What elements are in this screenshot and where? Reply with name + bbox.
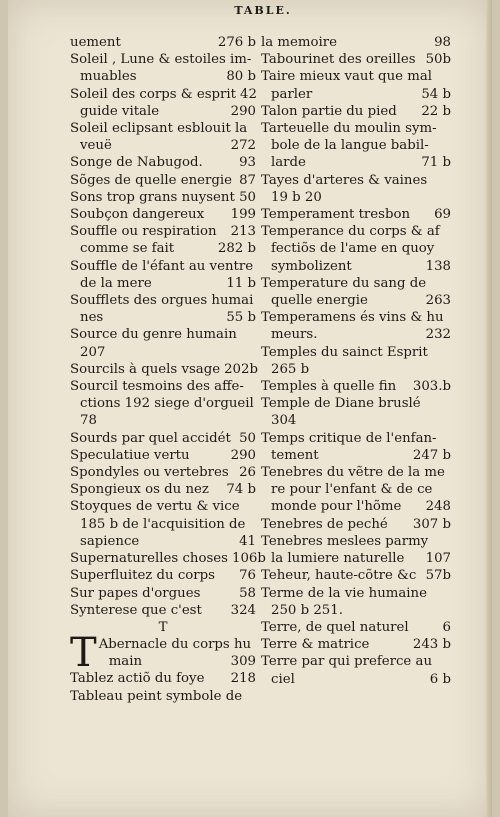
index-entry bbox=[261, 585, 451, 619]
index-entry-line bbox=[70, 172, 256, 189]
entry-page-ref: 74 b bbox=[226, 482, 256, 498]
index-entry-line bbox=[70, 430, 256, 447]
entry-page-ref: 247 b bbox=[412, 447, 451, 463]
index-entry-line bbox=[261, 567, 451, 584]
entry-page-ref: 232 bbox=[425, 327, 451, 343]
index-entry bbox=[70, 223, 256, 257]
entry-page-ref: 106b bbox=[232, 551, 266, 567]
entry-page-ref: 98 bbox=[434, 35, 451, 50]
index-entry-line bbox=[99, 653, 256, 670]
index-entry-line bbox=[70, 240, 256, 257]
entry-text: Souffle de l'éfant au ventre bbox=[70, 258, 254, 274]
entry-text: Temps critique de l'enfan- bbox=[261, 430, 437, 446]
entry-text: Temples du sainct Esprit bbox=[261, 344, 428, 360]
index-entry-line bbox=[70, 154, 256, 171]
index-entry-line bbox=[261, 516, 451, 533]
index-entry bbox=[261, 206, 451, 223]
index-entry bbox=[70, 464, 256, 481]
entry-page-ref: 276 b bbox=[217, 35, 256, 50]
entry-text: meurs. bbox=[271, 327, 318, 343]
entry-page-ref: 76 bbox=[239, 568, 256, 584]
entry-text: la lumiere naturelle bbox=[271, 551, 405, 567]
entry-page-ref: 309 bbox=[230, 654, 256, 670]
index-entry-line bbox=[99, 636, 256, 653]
index-entry-line bbox=[70, 103, 256, 120]
index-entry bbox=[70, 258, 256, 292]
entry-text: Terme de la vie humaine bbox=[261, 585, 427, 601]
entry-text: 19 b 20 bbox=[271, 189, 322, 205]
index-entry-line bbox=[261, 585, 451, 602]
entry-text: Sourcil tesmoins des affe- bbox=[70, 379, 244, 395]
index-entry bbox=[261, 430, 451, 464]
index-entry-line bbox=[261, 120, 451, 137]
entry-text: Sourds par quel accidét bbox=[70, 430, 231, 446]
index-entry-line bbox=[70, 51, 256, 68]
entry-page-ref: 58 bbox=[239, 585, 256, 601]
entry-page-ref: 138 bbox=[425, 258, 451, 274]
entry-page-ref: 93 bbox=[239, 155, 256, 171]
entry-text: Tenebres du vẽtre de la me bbox=[261, 465, 445, 481]
entry-text: Teheur, haute-cõtre &c bbox=[261, 568, 417, 584]
entry-text: Abernacle du corps hu bbox=[98, 636, 252, 652]
entry-text: Soufflets des orgues humai bbox=[70, 293, 254, 309]
index-entry bbox=[261, 395, 451, 429]
entry-text: la memoire bbox=[261, 35, 337, 50]
entry-text: main bbox=[108, 654, 143, 670]
index-entry-line bbox=[261, 395, 451, 412]
index-entry bbox=[70, 481, 256, 498]
index-entry bbox=[261, 68, 451, 102]
index-entry bbox=[70, 670, 256, 687]
index-entry bbox=[70, 172, 256, 189]
index-entry bbox=[70, 378, 256, 430]
entry-page-ref: 22 b bbox=[421, 103, 451, 119]
index-entry bbox=[261, 653, 451, 687]
entry-text: Supernaturelles choses bbox=[70, 551, 228, 567]
entry-page-ref: 69 bbox=[434, 207, 451, 223]
index-entry bbox=[70, 326, 256, 360]
index-entry-line bbox=[261, 412, 451, 429]
index-entry bbox=[70, 567, 256, 584]
entry-text: nes bbox=[80, 310, 104, 326]
index-entry bbox=[70, 34, 256, 51]
index-entry-line bbox=[70, 292, 256, 309]
index-entry-line bbox=[261, 430, 451, 447]
index-entry-line bbox=[261, 137, 451, 154]
index-entry bbox=[70, 361, 256, 378]
entry-text: Tablez actiõ du foye bbox=[70, 671, 205, 687]
index-entry-line bbox=[70, 550, 266, 567]
index-entry-line bbox=[261, 206, 451, 223]
index-entry bbox=[261, 533, 451, 567]
index-entry-line bbox=[261, 86, 451, 103]
index-entry bbox=[70, 430, 256, 447]
index-entry-line bbox=[70, 189, 256, 206]
index-entry-line bbox=[261, 275, 451, 292]
index-entry bbox=[261, 51, 451, 68]
entry-page-ref: 282 b bbox=[217, 241, 256, 257]
entry-page-ref: 55 b bbox=[226, 310, 256, 326]
index-entry-line bbox=[70, 395, 256, 412]
entry-text: Taire mieux vaut que mal bbox=[261, 69, 433, 85]
index-entry-line bbox=[261, 326, 451, 343]
index-entry-line bbox=[70, 585, 256, 602]
index-entry-line bbox=[261, 223, 451, 240]
entry-page-ref: 6 b bbox=[429, 671, 451, 687]
entry-text: Soleil eclipsant esblouit la bbox=[70, 121, 248, 137]
entry-text: 207 bbox=[80, 344, 106, 360]
index-entry-line bbox=[70, 378, 256, 395]
index-entry bbox=[261, 309, 451, 343]
index-entry bbox=[261, 636, 451, 653]
entry-text: tement bbox=[271, 447, 319, 463]
index-entry-line bbox=[261, 240, 451, 257]
index-entry-line bbox=[261, 68, 451, 85]
entry-page-ref: 324 bbox=[230, 602, 256, 618]
entry-text: parler bbox=[271, 86, 313, 102]
index-entry-line bbox=[70, 670, 256, 687]
entry-page-ref: 54 b bbox=[421, 86, 451, 102]
entry-text: 265 b bbox=[271, 361, 310, 377]
index-entry bbox=[70, 292, 256, 326]
entry-text: Tarteuelle du moulin sym- bbox=[261, 121, 437, 137]
index-entry bbox=[70, 189, 256, 206]
index-entry-line bbox=[261, 653, 451, 670]
index-entry-line bbox=[70, 464, 256, 481]
entry-text: guide vitale bbox=[80, 103, 160, 119]
index-entry-line bbox=[70, 206, 256, 223]
entry-text: Sourcils à quels vsage bbox=[70, 361, 221, 377]
index-entry-line bbox=[70, 533, 256, 550]
index-entry bbox=[261, 172, 451, 206]
index-column-right bbox=[261, 34, 451, 688]
entry-text: Soubçon dangereux bbox=[70, 207, 205, 223]
entry-page-ref: 6 bbox=[442, 619, 451, 635]
index-entry-line bbox=[261, 378, 451, 395]
index-entry-line bbox=[261, 309, 451, 326]
section-letter: T bbox=[158, 619, 168, 635]
index-entry bbox=[70, 550, 266, 567]
index-entry-line bbox=[70, 688, 256, 705]
entry-text: symbolizent bbox=[271, 258, 352, 274]
index-entry-line bbox=[261, 51, 451, 68]
index-entry bbox=[70, 688, 256, 705]
index-entry-line bbox=[261, 481, 451, 498]
index-entry-line bbox=[261, 498, 451, 515]
entry-page-ref: 57b bbox=[425, 568, 451, 584]
index-entry bbox=[70, 51, 256, 85]
index-entry-line bbox=[70, 120, 256, 137]
index-entry bbox=[261, 120, 451, 172]
book-page bbox=[8, 0, 492, 817]
index-column-left bbox=[70, 34, 266, 705]
index-entry bbox=[261, 464, 451, 516]
index-entry-line bbox=[261, 550, 451, 567]
entry-text: 78 bbox=[80, 413, 97, 429]
entry-page-ref: 248 bbox=[425, 499, 451, 515]
entry-page-ref: 80 b bbox=[226, 69, 256, 85]
entry-text: Songe de Nabugod. bbox=[70, 155, 203, 171]
entry-page-ref: 42 bbox=[240, 86, 257, 102]
index-entry-line bbox=[70, 567, 256, 584]
entry-text: veuë bbox=[80, 138, 112, 154]
index-entry bbox=[261, 223, 451, 275]
entry-text: Souffle ou respiration bbox=[70, 224, 217, 240]
entry-text: Tenebres meslees parmy bbox=[261, 533, 429, 549]
entry-text: Terre & matrice bbox=[261, 637, 370, 653]
entry-page-ref: 218 bbox=[230, 671, 256, 687]
index-entry bbox=[261, 567, 451, 584]
entry-text: Stoyques de vertu & vice bbox=[70, 499, 240, 515]
entry-text: Spongieux os du nez bbox=[70, 482, 209, 498]
entry-text: re pour l'enfant & de ce bbox=[271, 482, 433, 498]
page-edge bbox=[486, 0, 492, 817]
index-entry-line bbox=[70, 275, 256, 292]
entry-text: Sõges de quelle energie bbox=[70, 172, 232, 188]
entry-text: 185 b de l'acquisition de bbox=[80, 516, 246, 532]
index-entry bbox=[261, 34, 451, 51]
entry-page-ref: 263 bbox=[425, 293, 451, 309]
entry-text: Temperament tresbon bbox=[261, 207, 411, 223]
index-entry-line bbox=[70, 137, 256, 154]
index-entry-line bbox=[261, 361, 451, 378]
entry-text: Tenebres de peché bbox=[261, 516, 388, 532]
index-entry bbox=[261, 516, 451, 533]
index-entry-line bbox=[70, 602, 256, 619]
entry-text: Soleil , Lune & estoiles im- bbox=[70, 52, 252, 68]
index-entry bbox=[261, 344, 451, 378]
index-list-left-after bbox=[70, 629, 256, 705]
index-entry-line bbox=[70, 498, 256, 515]
index-entry bbox=[70, 602, 256, 619]
index-entry-line bbox=[70, 344, 256, 361]
index-entry-line bbox=[70, 68, 256, 85]
entry-text: Talon partie du pied bbox=[261, 103, 397, 119]
entry-text: ctions 192 siege d'orgueil bbox=[80, 396, 254, 412]
index-entry-line bbox=[261, 292, 451, 309]
dropcap-entry bbox=[70, 629, 256, 705]
entry-text: Tayes d'arteres & vaines bbox=[261, 172, 428, 188]
index-entry bbox=[261, 378, 451, 395]
entry-text: fectiõs de l'ame en quoy bbox=[271, 241, 435, 257]
entry-page-ref: 290 bbox=[230, 103, 256, 119]
entry-text: Temperamens és vins & hu bbox=[261, 310, 444, 326]
index-entry bbox=[70, 498, 256, 550]
index-entry-line bbox=[70, 361, 256, 378]
index-entry-line bbox=[261, 258, 451, 275]
entry-page-ref: 202b bbox=[224, 361, 258, 377]
entry-text: comme se fait bbox=[80, 241, 175, 257]
entry-text: 250 b 251. bbox=[271, 602, 343, 618]
entry-text: Temples à quelle fin bbox=[261, 379, 397, 395]
index-entry bbox=[70, 86, 256, 120]
entry-text: Temperature du sang de bbox=[261, 275, 427, 291]
index-entry-line bbox=[70, 326, 256, 343]
entry-text: Temperance du corps & af bbox=[261, 224, 440, 240]
entry-text: Source du genre humain bbox=[70, 327, 237, 343]
index-entry-line bbox=[70, 309, 256, 326]
index-entry-line bbox=[261, 447, 451, 464]
entry-page-ref: 243 b bbox=[412, 637, 451, 653]
index-entry-line bbox=[261, 464, 451, 481]
index-entry-line bbox=[261, 34, 451, 51]
index-entry-line bbox=[261, 172, 451, 189]
index-entry-line bbox=[261, 602, 451, 619]
entry-text: larde bbox=[271, 155, 306, 171]
entry-page-ref: 290 bbox=[230, 447, 256, 463]
entry-text: quelle energie bbox=[271, 293, 368, 309]
entry-text: monde pour l'hõme bbox=[271, 499, 402, 515]
entry-page-ref: 11 b bbox=[226, 275, 256, 291]
running-header: TABLE. bbox=[234, 4, 292, 17]
entry-text: Sons trop grans nuysent bbox=[70, 189, 235, 205]
index-entry-line bbox=[261, 344, 451, 361]
entry-page-ref: 71 b bbox=[421, 155, 451, 171]
index-list-left bbox=[70, 34, 266, 619]
index-entry-line bbox=[261, 154, 451, 171]
index-entry-line bbox=[261, 671, 451, 688]
index-entry-line bbox=[261, 619, 451, 636]
entry-text: Tableau peint symbole de bbox=[70, 688, 243, 704]
entry-text: Synterese que c'est bbox=[70, 602, 202, 618]
entry-page-ref: 303.b bbox=[412, 379, 451, 395]
entry-page-ref: 107 bbox=[425, 551, 451, 567]
entry-page-ref: 26 bbox=[239, 465, 256, 481]
entry-page-ref: 50 bbox=[239, 430, 256, 446]
index-entry-line bbox=[261, 636, 451, 653]
entry-page-ref: 199 bbox=[230, 207, 256, 223]
entry-text: uement bbox=[70, 35, 121, 50]
entry-text: Soleil des corps & esprit bbox=[70, 86, 236, 102]
entry-page-ref: 50b bbox=[425, 52, 451, 68]
entry-text: Terre, de quel naturel bbox=[261, 619, 409, 635]
entry-page-ref: 213 bbox=[230, 224, 256, 240]
entry-text: de la mere bbox=[80, 275, 152, 291]
entry-text: bole de la langue babil- bbox=[271, 138, 429, 154]
index-entry bbox=[70, 154, 256, 171]
index-entry bbox=[70, 206, 256, 223]
index-entry-line bbox=[261, 189, 451, 206]
entry-page-ref: 87 bbox=[239, 172, 256, 188]
index-list-right bbox=[261, 34, 451, 688]
entry-page-ref: 307 b bbox=[412, 516, 451, 532]
entry-text: Terre par qui preferce au bbox=[261, 654, 433, 670]
index-entry-line bbox=[70, 258, 256, 275]
entry-text: ciel bbox=[271, 671, 295, 687]
entry-text: muables bbox=[80, 69, 137, 85]
index-entry bbox=[261, 619, 451, 636]
entry-page-ref: 272 bbox=[230, 138, 256, 154]
index-entry-line bbox=[70, 34, 256, 51]
entry-text: Sur papes d'orgues bbox=[70, 585, 201, 601]
entry-text: Tabourinet des oreilles bbox=[261, 52, 416, 68]
index-entry-line bbox=[70, 447, 256, 464]
index-entry bbox=[70, 120, 256, 154]
index-entry bbox=[70, 585, 256, 602]
entry-page-ref: 50 bbox=[239, 189, 256, 205]
entry-page-ref: 41 bbox=[239, 533, 256, 549]
entry-text: Spondyles ou vertebres bbox=[70, 465, 229, 481]
index-entry-line bbox=[70, 412, 256, 429]
index-entry-line bbox=[70, 481, 256, 498]
index-entry bbox=[70, 447, 256, 464]
index-entry-line bbox=[70, 223, 256, 240]
index-entry-line bbox=[261, 103, 451, 120]
entry-text: Temple de Diane bruslé bbox=[261, 396, 421, 412]
entry-text: Speculatiue vertu bbox=[70, 447, 190, 463]
dropcap-letter: T bbox=[70, 629, 97, 676]
index-entry bbox=[70, 629, 256, 676]
index-entry-line bbox=[70, 516, 256, 533]
entry-text: 304 bbox=[271, 413, 297, 429]
index-entry-line bbox=[70, 86, 256, 103]
entry-text: Superfluitez du corps bbox=[70, 568, 215, 584]
index-entry-line bbox=[261, 533, 451, 550]
entry-text: sapience bbox=[80, 533, 140, 549]
index-entry bbox=[261, 275, 451, 309]
index-entry bbox=[261, 103, 451, 120]
